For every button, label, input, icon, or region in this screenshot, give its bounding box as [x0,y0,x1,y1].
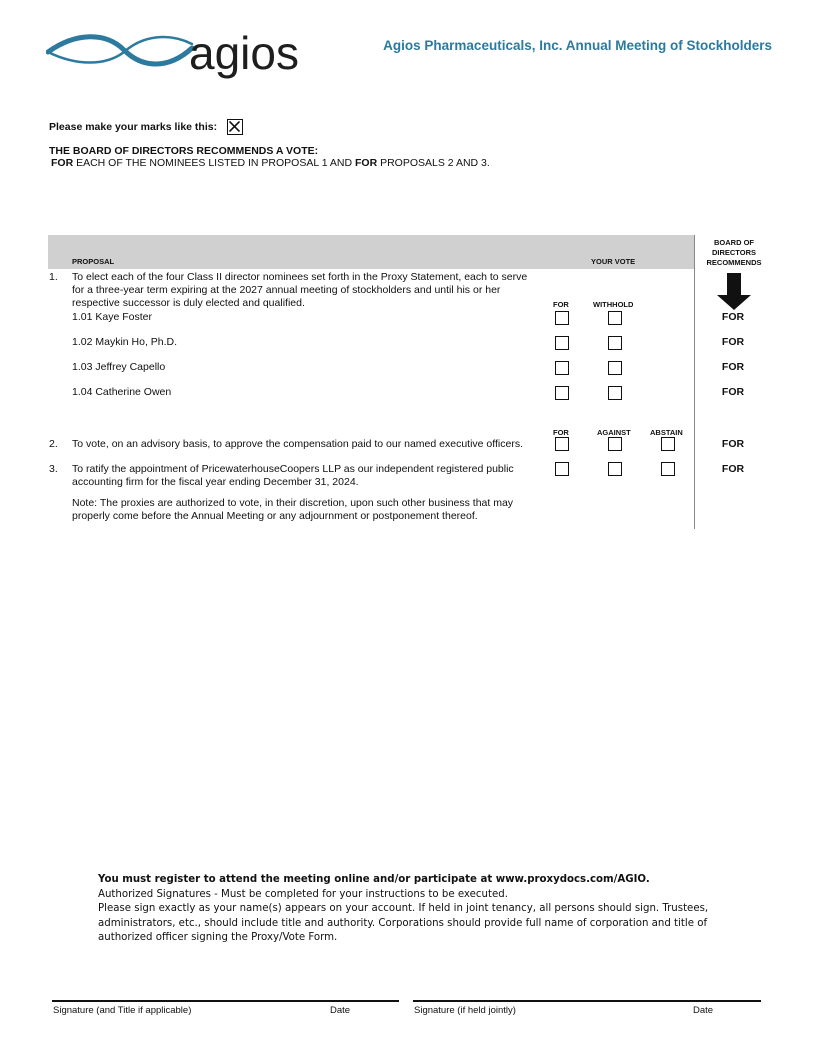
nominee-4-recommendation: FOR [721,386,745,398]
col-abstain: ABSTAIN [650,428,683,437]
arrow-down-icon [716,273,752,316]
proposal-2-for-checkbox[interactable] [555,437,569,451]
col-board-recommends: BOARD OF DIRECTORS RECOMMENDS [706,238,762,267]
nominee-4-for-checkbox[interactable] [555,386,569,400]
nominee-3-name: 1.03 Jeffrey Capello [72,361,166,373]
nominee-4-name: 1.04 Catherine Owen [72,386,172,398]
proposal-2-against-checkbox[interactable] [608,437,622,451]
col-for-2: FOR [553,428,569,437]
proposal-3-abstain-checkbox[interactable] [661,462,675,476]
proposal-2-number: 2. [49,438,58,450]
signing-instructions: Please sign exactly as your name(s) appears on your account. If held in joint tenancy, all persons should sign. Trustees, administrators, etc., should include title and authority. Corporations should provide full name of corporation and title of authorized officer signing the Proxy/Vote Form. [98,903,709,944]
nominee-2-recommendation: FOR [721,336,745,348]
checked-box-icon [227,119,243,135]
nominee-1-withhold-checkbox[interactable] [608,311,622,325]
proposal-3-against-checkbox[interactable] [608,462,622,476]
proposal-2-text: To vote, on an advisory basis, to approve the compensation paid to our named executive officers. [72,438,523,450]
signature-line-2[interactable] [413,1000,761,1002]
proposal-2-abstain-checkbox[interactable] [661,437,675,451]
col-withhold: WITHHOLD [593,300,634,309]
proposal-2-recommendation: FOR [721,438,745,450]
signature-label-1: Signature (and Title if applicable) [53,1005,192,1016]
nominee-1-for-checkbox[interactable] [555,311,569,325]
col-your-vote: YOUR VOTE [591,257,636,266]
board-recommendation-heading: THE BOARD OF DIRECTORS RECOMMENDS A VOTE: [49,145,319,157]
date-label-1: Date [330,1005,351,1016]
nominee-1-name: 1.01 Kaye Foster [72,311,152,323]
board-recommendation-line: FOR EACH OF THE NOMINEES LISTED IN PROPOSAL 1 AND FOR PROPOSALS 2 AND 3. [51,157,490,169]
meeting-title: Agios Pharmaceuticals, Inc. Annual Meeting of Stockholders [383,38,772,53]
nominee-3-withhold-checkbox[interactable] [608,361,622,375]
nominee-2-withhold-checkbox[interactable] [608,336,622,350]
proposal-3-recommendation: FOR [721,463,745,475]
agios-logo [46,26,306,82]
nominee-4-withhold-checkbox[interactable] [608,386,622,400]
col-proposal: PROPOSAL [72,257,115,266]
nominee-2-for-checkbox[interactable] [555,336,569,350]
authorized-signatures-text: Authorized Signatures - Must be completed for your instructions to be executed. [98,888,508,900]
nominee-2-name: 1.02 Maykin Ho, Ph.D. [72,336,178,348]
signature-line-1[interactable] [52,1000,399,1002]
column-divider [694,235,695,529]
logo-wordmark: agios [189,27,299,79]
proposal-3-text: To ratify the appointment of PricewaterhouseCoopers LLP as our independent registered public accounting firm for the fiscal year ending December 31, 2024. [72,463,514,488]
col-for: FOR [553,300,569,309]
registration-notice: You must register to attend the meeting online and/or participate at www.proxydocs.com/AGIO. [98,874,650,885]
proposal-3-number: 3. [49,463,58,475]
nominee-3-recommendation: FOR [721,361,745,373]
proxy-note: Note: The proxies are authorized to vote, in their discretion, upon such other business that may properly come before the Annual Meeting or any adjournment or postponement thereof. [72,497,514,522]
col-against: AGAINST [597,428,631,437]
proposal-1-number: 1. [49,271,58,283]
logo-wave-icon [46,30,196,76]
proposal-1-text: To elect each of the four Class II director nominees set forth in the Proxy Statement, each to serve for a three-year term expiring at the 2027 annual meeting of stockholders and until his or her respective successor is duly elected and qualified. [72,271,528,309]
marks-instruction: Please make your marks like this: [49,121,218,133]
proposal-3-for-checkbox[interactable] [555,462,569,476]
signature-instructions [98,873,738,946]
nominee-3-for-checkbox[interactable] [555,361,569,375]
signature-label-2: Signature (if held jointly) [414,1005,516,1016]
date-label-2: Date [693,1005,714,1016]
nominee-1-recommendation: FOR [721,311,745,323]
